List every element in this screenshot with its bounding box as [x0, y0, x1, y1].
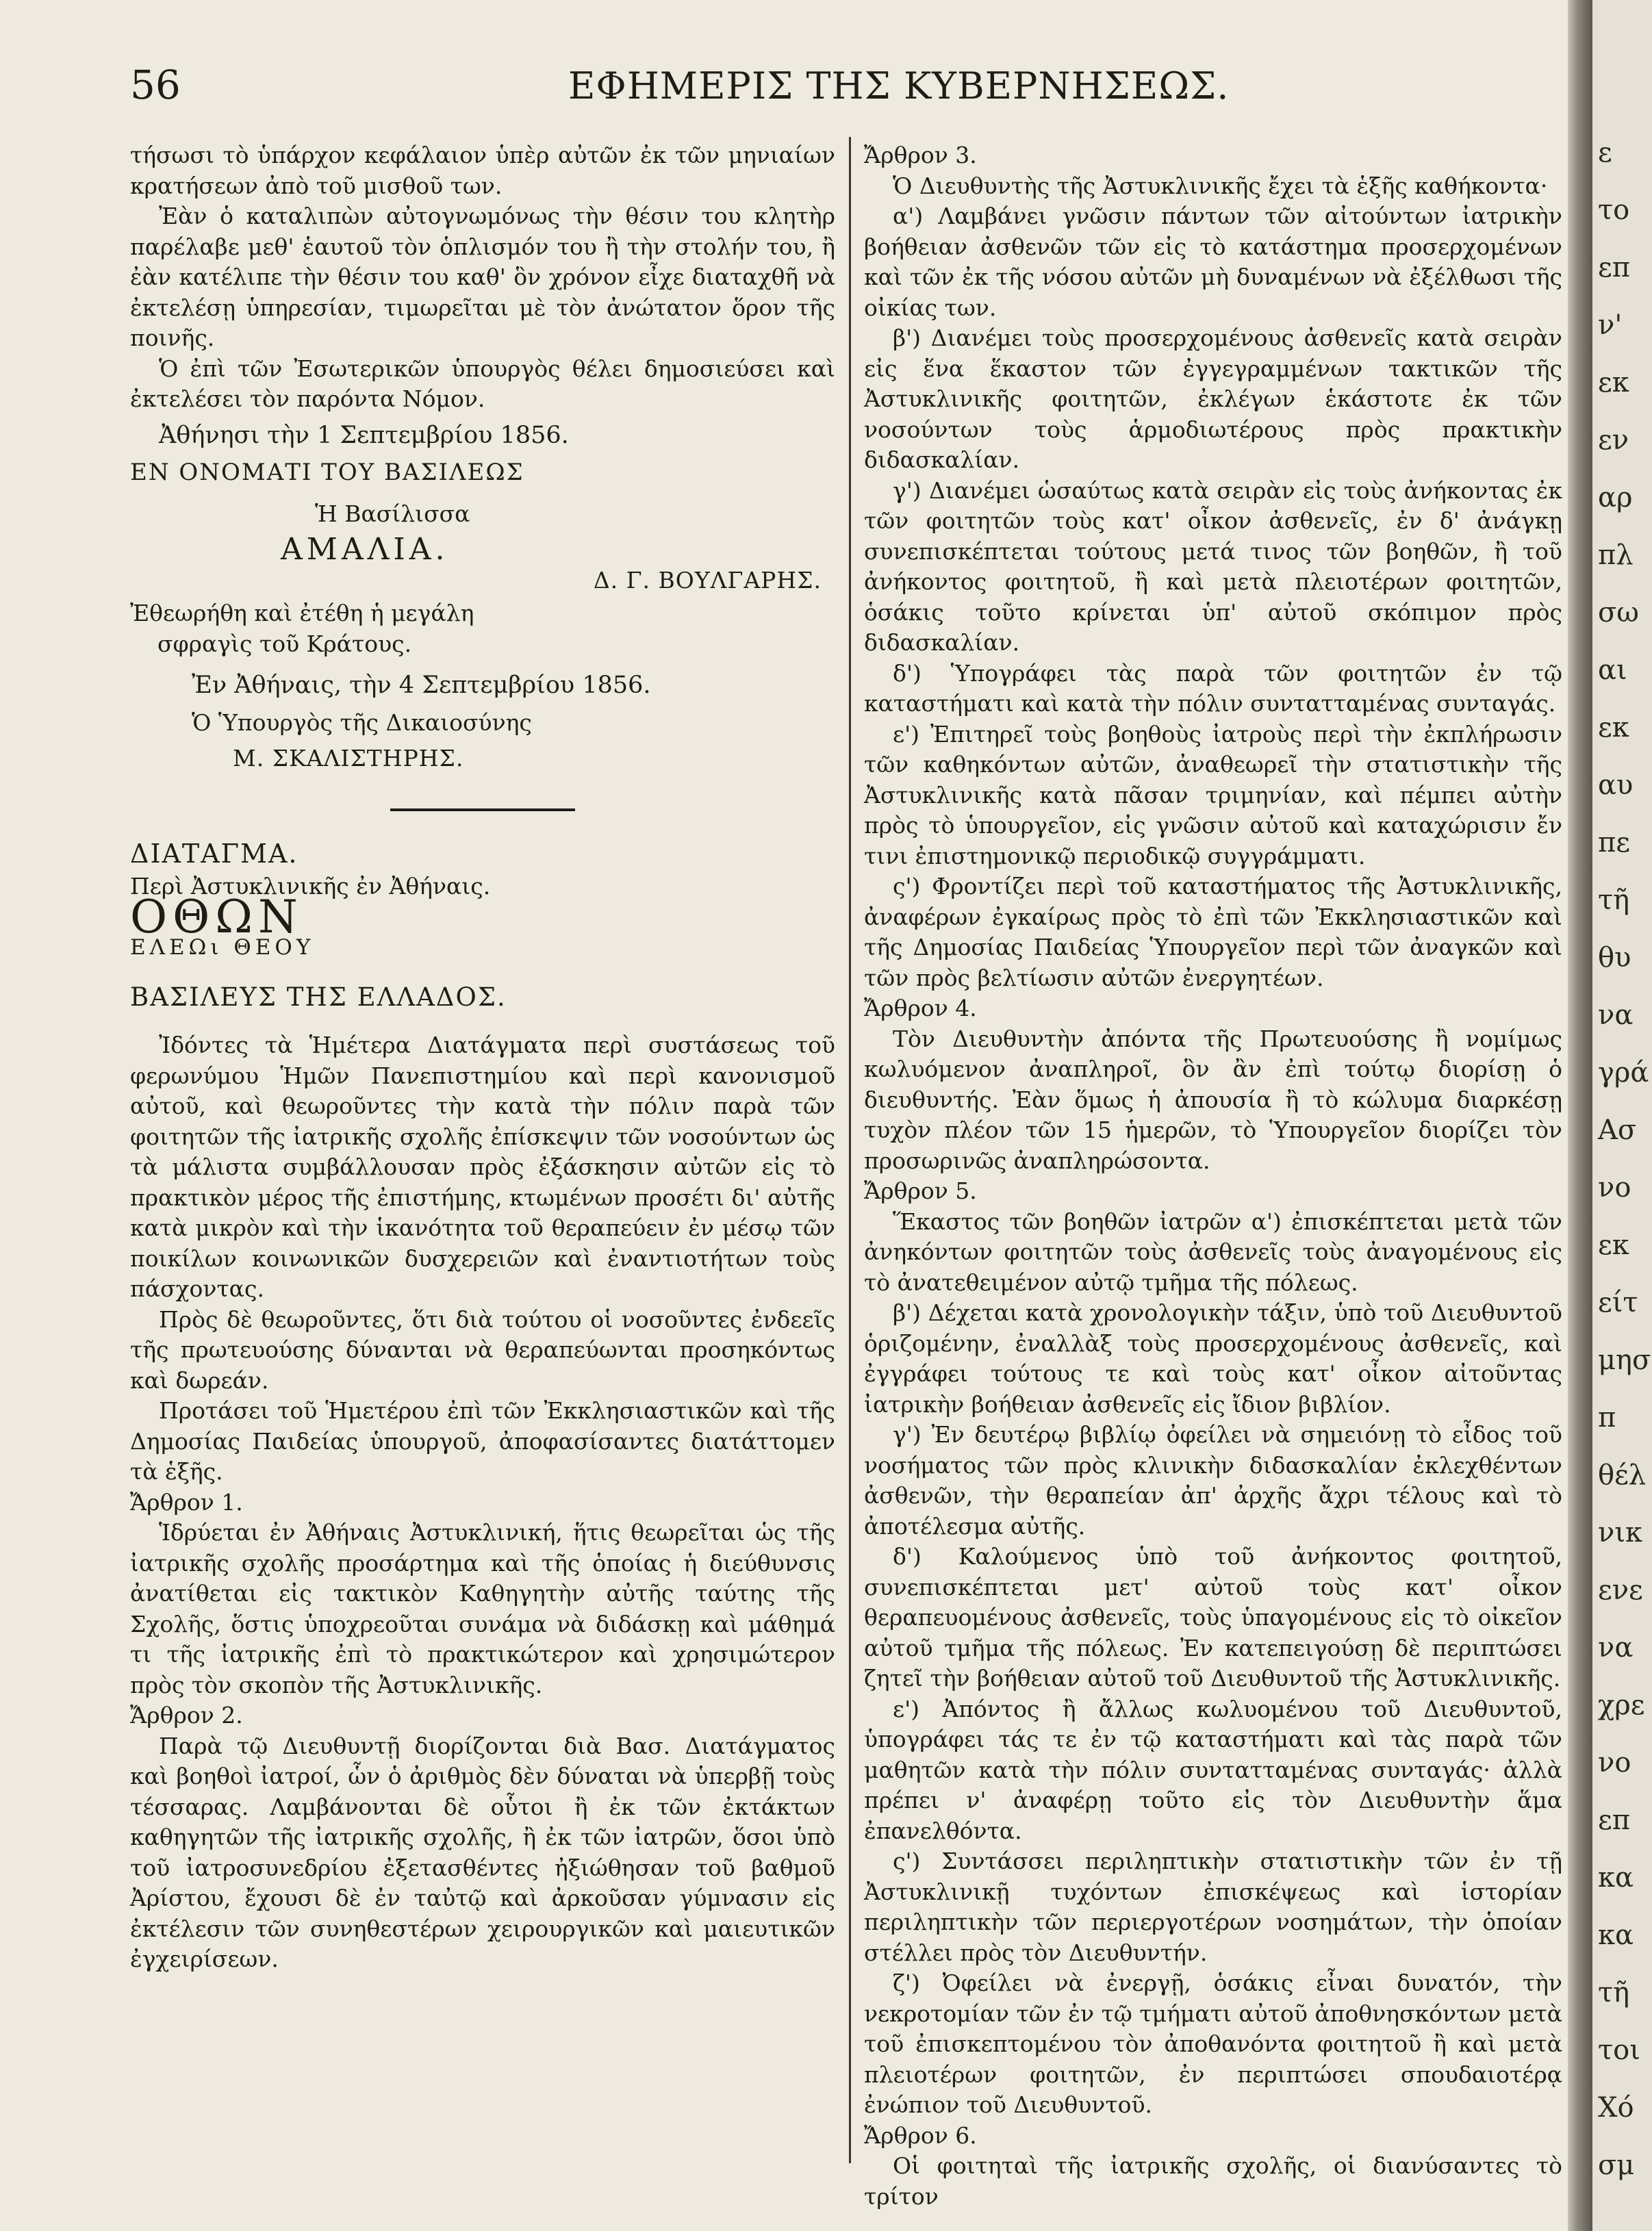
- paragraph: Ἕκαστος τῶν βοηθῶν ἰατρῶν α') ἐπισκέπτεται μετὰ τῶν ἀνηκόντων φοιτητῶν τοὺς ἀσθενεῖς τοὺς ἀναγομένους εἰς τὸ ἀνατεθειμένον αὐτῷ τμῆμα τῆς πόλεως.: [864, 1208, 1562, 1296]
- paragraph: Ἰδόντες τὰ Ἡμέτερα Διατάγματα περὶ συστάσεως τοῦ φερωνύμου Ἡμῶν Πανεπιστημίου καὶ περὶ κανονισμοῦ αὐτοῦ, καὶ θεωροῦντες τὴν κατὰ τὴν πόλιν παρὰ τῶν φοιτητῶν τῆς ἰατρικῆς σχολῆς ἐπίσκεψιν τῶν νοσούντων ὡς τὰ μάλιστα συμβάλλουσαν πρὸς ἐξάσκησιν αὐτῶν εἰς τὸ πρακτικὸν μέρος τῆς ἐπιστήμης, κτωμένων προσέτι δι' αὐτῆς κατὰ μικρὸν καὶ τὴν ἱκανότητα τοῦ θεραπεύειν ἐν μέσῳ τῶν ποικίλων κοινωνικῶν δυσχερειῶν καὶ ἐναντιοτήτων τοὺς πάσχοντας.: [130, 1032, 835, 1302]
- paragraph: Τὸν Διευθυντὴν ἀπόντα τῆς Πρωτευούσης ἢ νομίμως κωλυόμενον ἀναπληροῖ, ὃν ἂν ἐπὶ τούτῳ διορίσῃ ὁ διευθυντής. Ἐὰν ὅμως ἡ ἀπουσία ἢ τὸ κώλυμα διαρκέσῃ τυχὸν πλέον τῶν 15 ἡμερῶν, τὸ Ὑπουργεῖον διορίζει τὸν προσωρινῶς ἀναπληρώσοντα.: [864, 1025, 1562, 1174]
- edge-fragment: τῆ: [1598, 884, 1630, 916]
- edge-fragment: γρά: [1598, 1057, 1649, 1088]
- edge-fragment: εν: [1598, 424, 1629, 456]
- paragraph: Ἱδρύεται ἐν Ἀθήναις Ἀστυκλινική, ἥτις θεωρεῖται ὡς τῆς ἰατρικῆς σχολῆς προσάρτημα καὶ τῆς ὁποίας ἡ διεύθυνσις ἀνατίθεται εἰς τακτικὸν Καθηγητὴν αὐτῆς ταύτης τῆς Σχολῆς, ὅστις ὑποχρεοῦται συνάμα νὰ διδάσκῃ καὶ μάθημά τι τῆς ἰατρικῆς ἐπὶ τὸ πρακτικώτερον καὶ χρησιμώτερον πρὸς τὸν σκοπὸν τῆς Ἀστυκλινικῆς.: [130, 1519, 835, 1698]
- decree-title: ΔΙΑΤΑΓΜΑ.: [130, 838, 298, 869]
- article-heading: Ἄρθρον 5.: [864, 1177, 977, 1204]
- edge-fragment: είτ: [1598, 1287, 1638, 1318]
- edge-fragment: θυ: [1598, 942, 1631, 973]
- paragraph: Προτάσει τοῦ Ἡμετέρου ἐπὶ τῶν Ἐκκλησιαστικῶν καὶ τῆς Δημοσίας Παιδείας ὑπουργοῦ, ἀποφασίσαντες διατάττομεν τὰ ἑξῆς.: [130, 1397, 835, 1485]
- page-header: [130, 62, 1230, 116]
- running-title: ΕΦΗΜΕΡΙΣ ΤΗΣ ΚΥΒΕΡΝΗΣΕΩΣ.: [568, 64, 1230, 107]
- edge-fragment: να: [1598, 1632, 1634, 1663]
- by-grace-of-god: ΕΛΕΩι ΘΕΟΥ: [130, 935, 315, 960]
- paragraph: γ') Διανέμει ὡσαύτως κατὰ σειρὰν εἰς τοὺς ἀνήκοντας ἐκ τῶν φοιτητῶν τοὺς κατ' οἶκον ἀσθενεῖς, ἐν δ' ἀνάγκῃ συνεπισκέπτεται τούτους μετά τινος τῶν βοηθῶν, ἢ τοῦ ἀνήκοντος φοιτητοῦ, ἢ καὶ μετὰ πλειοτέρων φοιτητῶν, ὁσάκις τοῦτο κρίνεται ὑπ' αὐτοῦ σκόπιμον πρὸς διδασκαλίαν.: [864, 476, 1562, 656]
- paragraph: τήσωσι τὸ ὑπάρχον κεφάλαιον ὑπὲρ αὐτῶν ἐκ τῶν μηνιαίων κρατήσεων ἀπὸ τοῦ μισθοῦ των.: [130, 142, 835, 199]
- paragraph: ζ') Ὀφείλει νὰ ἐνεργῇ, ὁσάκις εἶναι δυνατόν, τὴν νεκροτομίαν τῶν ἐν τῷ τμήματι αὐτοῦ ἀποθνησκόντων μετὰ τοῦ ἐπισκεπτομένου τὸν ἀποθανόντα φοιτητοῦ ἢ καὶ μετὰ πλειοτέρων φοιτητῶν, ἐν περιπτώσει σπουδαιοτέρᾳ ἐνώπιον τοῦ Διευθυντοῦ.: [864, 1969, 1562, 2118]
- paragraph: δ') Ὑπογράφει τὰς παρὰ τῶν φοιτητῶν ἐν τῷ καταστήματι καὶ κατὰ τὴν πόλιν συντατταμένας συνταγάς.: [864, 659, 1562, 717]
- edge-fragment: να: [1598, 999, 1634, 1031]
- page-number: 56: [130, 62, 181, 108]
- section-rule: [390, 808, 575, 811]
- edge-fragment: εκ: [1598, 1229, 1629, 1261]
- edge-fragment: π: [1598, 1402, 1616, 1433]
- signature-minister: Δ. Γ. ΒΟΥΛΓΑΡΗΣ.: [593, 566, 822, 594]
- edge-fragment: νικ: [1598, 1517, 1642, 1548]
- paragraph: Ἐὰν ὁ καταλιπὼν αὐτογνωμόνως τὴν θέσιν του κλητὴρ παρέλαβε μεθ' ἑαυτοῦ τὸν ὁπλισμόν του ἢ τὴν στολήν του, ἢ ἐὰν κατέλιπε τὴν θέσιν του καθ' ὃν χρόνον εἶχε διαταχθῆ νὰ ἐκτελέσῃ ὑπηρεσίαν, τιμωρεῖται μὲ τὸν ἀνώτατον ὅρον τῆς ποινῆς.: [130, 203, 835, 351]
- paragraph: Οἱ φοιτηταὶ τῆς ἰατρικῆς σχολῆς, οἱ διανύσαντες τὸ τρίτον: [864, 2152, 1562, 2210]
- edge-fragment: ενε: [1598, 1575, 1643, 1606]
- binding-gutter: [1568, 0, 1592, 2231]
- article-heading: Ἄρθρον 4.: [864, 995, 977, 1021]
- edge-fragment: σω: [1598, 597, 1639, 628]
- seal-line: Ἐθεωρήθη καὶ ἐτέθη ἡ μεγάλη: [130, 600, 474, 626]
- edge-fragment: κα: [1598, 1862, 1634, 1894]
- article-heading: Ἄρθρον 6.: [864, 2121, 977, 2149]
- paragraph: Ὁ Διευθυντὴς τῆς Ἀστυκλινικῆς ἔχει τὰ ἑξῆς καθήκοντα·: [893, 172, 1548, 199]
- paragraph: Πρὸς δὲ θεωροῦντες, ὅτι διὰ τούτου οἱ νοσοῦντες ἐνδεεῖς τῆς πρωτευούσης δύνανται νὰ θεραπεύωνται προσηκόντως καὶ δωρεάν.: [130, 1305, 835, 1394]
- edge-fragment: εκ: [1598, 712, 1629, 743]
- edge-fragment: εκ: [1598, 367, 1629, 398]
- paragraph: β') Δέχεται κατὰ χρονολογικὴν τάξιν, ὑπὸ τοῦ Διευθυντοῦ ὁριζομένην, ἐναλλὰξ τοὺς προσερχομένους ἀσθενεῖς, καὶ ἐγγράφει τούτους τε καὶ τοὺς κατ' οἶκον αἰτοῦντας ἰατρικὴν βοήθειαν ἀσθενεῖς εἰς ἴδιον βιβλίον.: [864, 1299, 1562, 1418]
- left-column: [130, 140, 835, 1975]
- paragraph: ε') Ἐπιτηρεῖ τοὺς βοηθοὺς ἰατροὺς περὶ τὴν ἐκπλήρωσιν τῶν καθηκόντων αὐτῶν, ἀναθεωρεῖ τὴν στατιστικὴν τῆς Ἀστυκλινικῆς κατὰ πᾶσαν τριμηνίαν, καὶ πέμπει αὐτὴν πρὸς τὸ ὑπουργεῖον, εἰς γνῶσιν αὐτοῦ καὶ καταχώρισιν ἔν τινι ἐπιστημονικῷ περιοδικῷ συγγράμματι.: [864, 720, 1562, 869]
- edge-fragment: αυ: [1598, 769, 1634, 801]
- paragraph: ς') Συντάσσει περιληπτικὴν στατιστικὴν τῶν ἐν τῇ Ἀστυκλινικῇ τυχόντων ἐπισκέψεως καὶ ἱστορίαν περιληπτικὴν τῶν περιεργοτέρων νοσημάτων, τὴν ὁποίαν στέλλει πρὸς τὸν Διευθυντήν.: [864, 1848, 1562, 1966]
- edge-fragment: νο: [1598, 1172, 1631, 1203]
- article-heading: Ἄρθρον 3.: [864, 142, 977, 168]
- edge-fragment: κα: [1598, 1920, 1634, 1951]
- in-name-of-king: ΕΝ ΟΝΟΜΑΤΙ ΤΟΥ ΒΑΣΙΛΕΩΣ: [130, 459, 524, 486]
- edge-fragment: ν': [1598, 309, 1623, 341]
- king-of-greece: ΒΑΣΙΛΕΥΣ ΤΗΣ ΕΛΛΑΔΟΣ.: [130, 982, 507, 1012]
- edge-fragment: μησ: [1598, 1344, 1651, 1376]
- adjacent-page-edge: [1592, 0, 1652, 2231]
- paragraph: ς') Φροντίζει περὶ τοῦ καταστήματος τῆς Ἀστυκλινικῆς, ἀναφέρων ἐγκαίρως πρὸς τὸ ἐπὶ τῶν Ἐκκλησιαστικῶν καὶ τῆς Δημοσίας Παιδείας Ὑπουργεῖον περὶ τῶν ἀναγκῶν καὶ τῶν πρὸς βελτίωσιν αὐτῶν ἐνεργητέων.: [864, 873, 1562, 991]
- article-heading: Ἄρθρον 1.: [130, 1488, 243, 1516]
- dateline: Ἀθήνησι τὴν 1 Σεπτεμβρίου 1856.: [159, 421, 569, 449]
- signature-skalistiris: Μ. ΣΚΑΛΙΣΤΗΡΗΣ.: [233, 745, 464, 772]
- edge-fragment: νο: [1598, 1747, 1631, 1779]
- king-othon: ΟΘΩΝ: [130, 890, 303, 943]
- edge-fragment: το: [1598, 194, 1630, 226]
- paragraph: Παρὰ τῷ Διευθυντῇ διορίζονται διὰ Βασ. Διατάγματος καὶ βοηθοὶ ἰατροί, ὧν ὁ ἀριθμὸς δὲν δύναται νὰ ὑπερβῇ τοὺς τέσσαρας. Λαμβάνονται δὲ οὗτοι ἢ ἐκ τῶν ἐκτάκτων καθηγητῶν τῆς ἰατρικῆς σχολῆς, ἢ ἐκ τῶν ἰατρῶν, ὅσοι ὑπὸ τοῦ ἰατροσυνεδρίου ἐξετασθέντες ἠξιώθησαν τοῦ βαθμοῦ Ἀρίστου, ἔχουσι δὲ ἐν ταὐτῷ καὶ ἀρκοῦσαν γύμνασιν εἰς ἐκτέλεσιν τῶν συνηθεστέρων χειρουργικῶν καὶ μαιευτικῶν ἐγχειρίσεων.: [130, 1732, 835, 1972]
- paragraph: Ὁ ἐπὶ τῶν Ἐσωτερικῶν ὑπουργὸς θέλει δημοσιεύσει καὶ ἐκτελέσει τὸν παρόντα Νόμον.: [130, 355, 835, 412]
- article-heading: Ἄρθρον 2.: [130, 1702, 243, 1729]
- edge-fragment: ε: [1598, 137, 1612, 168]
- edge-fragment: θέλ: [1598, 1459, 1647, 1491]
- edge-fragment: πλ: [1598, 539, 1634, 571]
- edge-fragment: αι: [1598, 654, 1627, 686]
- paragraph: ε') Ἀπόντος ἢ ἄλλως κωλυομένου τοῦ Διευθυντοῦ, ὑπογράφει τάς τε ἐν τῷ καταστήματι καὶ τὰς παρὰ τῶν μαθητῶν κατὰ τὴν πόλιν συντατταμένας συνταγάς· ἀλλὰ πρέπει ν' ἀναφέρῃ τοῦτο εἰς τὸν Διευθυντὴν ἅμα ἐπανελθόντα.: [864, 1695, 1562, 1844]
- edge-fragment: επ: [1598, 1805, 1631, 1836]
- justice-minister-label: Ὁ Ὑπουργὸς τῆς Δικαιοσύνης: [192, 709, 532, 736]
- paragraph: β') Διανέμει τοὺς προσερχομένους ἀσθενεῖς κατὰ σειρὰν εἰς ἕνα ἕκαστον τῶν ἐγγεγραμμένων τακτικῶν τῆς Ἀστυκλινικῆς φοιτητῶν, ἐκλέγων ἑκάστοτε ἐκ τῶν νοσούντων τοὺς ἁρμοδιωτέρους πρὸς πρακτικὴν διδασκαλίαν.: [864, 324, 1562, 473]
- edge-fragment: Χό: [1598, 2092, 1634, 2124]
- decree-subtitle: Περὶ Ἀστυκλινικῆς ἐν Ἀθήναις.: [130, 873, 491, 900]
- edge-fragment: τοι: [1598, 2035, 1640, 2066]
- paragraph: δ') Καλούμενος ὑπὸ τοῦ ἀνήκοντος φοιτητοῦ, συνεπισκέπτεται μετ' αὐτοῦ τοὺς κατ' οἶκον θεραπευομένους ἀσθενεῖς, τοὺς ὑπαγομένους εἰς τὸ οἰκεῖον αὐτοῦ τμῆμα τῆς πόλεως. Ἐν κατεπειγούσῃ δὲ περιπτώσει ζητεῖ τὴν βοήθειαν αὐτοῦ τοῦ Διευθυντοῦ τῆς Ἀστυκλινικῆς.: [864, 1543, 1562, 1692]
- edge-fragment: επ: [1598, 252, 1631, 283]
- edge-fragment: Ασ: [1598, 1114, 1637, 1146]
- edge-fragment: σμ: [1598, 2150, 1635, 2181]
- edge-fragment: αρ: [1598, 482, 1633, 513]
- paragraph: γ') Ἐν δευτέρῳ βιβλίῳ ὀφείλει νὰ σημειόνῃ τὸ εἶδος τοῦ νοσήματος τῶν πρὸς κλινικὴν διδασκαλίαν ἐκλεχθέντων ἀσθενῶν, τὴν θεραπείαν ἀπ' ἀρχῆς ἄχρι τέλους καὶ τὸ ἀποτέλεσμα αὐτῆς.: [864, 1421, 1562, 1540]
- right-column: [864, 140, 1562, 2212]
- signature-amalia: ΑΜΑΛΙΑ.: [281, 532, 449, 567]
- column-divider: [849, 137, 851, 2163]
- edge-fragment: χρε: [1598, 1690, 1645, 1721]
- paragraph: α') Λαμβάνει γνῶσιν πάντων τῶν αἰτούντων ἰατρικὴν βοήθειαν ἀσθενῶν τῶν εἰς τὸ κατάστημα προσερχομένων καὶ τῶν ἐκ τῆς νόσου αὐτῶν μὴ δυναμένων νὰ ἐξέλθωσι τῆς οἰκίας των.: [864, 203, 1562, 321]
- edge-fragment: τῆ: [1598, 1977, 1630, 2009]
- dateline: Ἐν Ἀθήναις, τὴν 4 Σεπτεμβρίου 1856.: [192, 672, 651, 699]
- queen-label: Ἡ Βασίλισσα: [315, 500, 470, 527]
- seal-line: σφραγὶς τοῦ Κράτους.: [157, 630, 412, 657]
- edge-fragment: πε: [1598, 827, 1631, 858]
